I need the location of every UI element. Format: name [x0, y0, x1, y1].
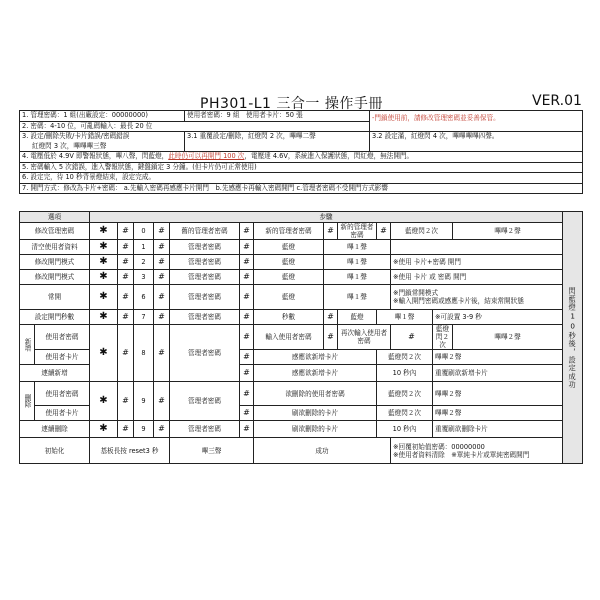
step-cell: 藍燈閃２次	[377, 406, 433, 421]
hash-key: #	[240, 350, 254, 365]
column-header-step: 步驟	[90, 212, 563, 223]
star-key: ✱	[90, 270, 118, 285]
step-cell: 藍燈	[254, 240, 324, 255]
star-key: ✱	[90, 421, 118, 438]
hash-key: #	[240, 421, 254, 438]
step-cell: 管理者密碼	[170, 255, 240, 270]
step-cell: 管理者密碼	[170, 421, 240, 438]
step-cell: 嗶１聲	[324, 285, 391, 310]
info-row	[20, 111, 583, 122]
note-cell: ※可設置 3-9 秒	[433, 310, 563, 325]
step-cell: 嗶１聲	[324, 270, 391, 285]
warning-note: -門鎖使用前，請修改管理密碼並妥善保管。	[370, 111, 583, 132]
row-label: 連續刪除	[20, 421, 90, 438]
hash-key: #	[240, 310, 254, 325]
step-cell: 管理者密碼	[170, 285, 240, 310]
note-line: ※輸入開門密碼或感應卡片後，結束常開狀態	[393, 297, 524, 305]
step-cell: 感應欲新增卡片	[254, 350, 377, 365]
note-line: ※門鎖常開模式	[393, 289, 439, 297]
row-label: 連續新增	[20, 365, 90, 382]
digit-key: 7	[134, 310, 154, 325]
highlight-text: 此時仍可以再開門 100 次	[168, 152, 245, 160]
info-cell: 2. 密碼：4-10 位，可亂碼輸入：最長 20 位	[20, 121, 370, 132]
hash-key: #	[391, 325, 433, 350]
star-key: ✱	[90, 285, 118, 310]
step-cell: 10 秒內	[377, 365, 433, 382]
info-row	[20, 162, 583, 173]
info-line: 3. 設定/刪除失敗/卡片錯誤/密碼錯誤	[22, 132, 130, 140]
step-cell: 嗶嗶２聲	[433, 382, 563, 406]
table-row	[20, 240, 583, 255]
group-label-text: 刪除	[23, 394, 31, 408]
digit-key: 8	[134, 325, 154, 382]
operation-table	[19, 211, 583, 464]
info-row	[20, 132, 583, 152]
note-cell	[391, 285, 563, 310]
step-cell: 基板長按 reset3 秒	[90, 438, 170, 464]
manual-title: PH301-L1 三合一 操作手冊	[200, 96, 383, 112]
info-cell: 6. 設定完，待 10 秒背景燈結束，設定完成。	[20, 173, 583, 184]
row-label: 修改管理密碼	[20, 223, 90, 240]
table-row	[20, 421, 583, 438]
digit-key: 3	[134, 270, 154, 285]
info-cell	[20, 132, 185, 152]
hash-key: #	[377, 223, 391, 240]
hash-key: #	[154, 255, 170, 270]
row-label: 初始化	[20, 438, 90, 464]
row-label: 修改開門模式	[20, 270, 90, 285]
note-line: ※回覆初始值密碼：00000000	[393, 442, 485, 451]
hash-key: #	[240, 382, 254, 406]
step-cell: 成功	[254, 438, 391, 464]
step-cell	[391, 240, 563, 255]
step-cell: 管理者密碼	[170, 270, 240, 285]
step-cell: 管理者密碼	[170, 382, 240, 421]
digit-key: 9	[134, 421, 154, 438]
row-label: 修改開門模式	[20, 255, 90, 270]
step-cell: 嗶三聲	[170, 438, 254, 464]
step-cell: 藍燈	[338, 310, 377, 325]
step-cell: 嗶嗶２聲	[433, 406, 563, 421]
info-cell: 5. 密碼輸入 5 次錯誤，進入警報狀態，鍵盤鎖定 3 分鐘。(但卡片仍可正常使用)	[20, 162, 583, 173]
hash-key: #	[118, 325, 134, 382]
step-cell: 管理者密碼	[170, 310, 240, 325]
info-cell: 1. 管理密碼：1 組(出廠設定：00000000)	[20, 111, 185, 122]
row-label: 使用者卡片	[35, 406, 90, 421]
step-cell: 10 秒內	[377, 421, 433, 438]
info-cell: 3.2 設定滿，紅燈閃 4 次，嗶嗶嗶嗶四聲。	[370, 132, 583, 152]
step-cell: 再次輸入使用者密碼	[338, 325, 391, 350]
row-label: 使用者卡片	[35, 350, 90, 365]
side-note	[563, 212, 583, 464]
step-cell: 秒數	[254, 310, 324, 325]
side-note-text: 閃藍燈10秒後，設定成功	[568, 286, 578, 389]
hash-key: #	[324, 310, 338, 325]
step-cell: 嗶嗶２聲	[453, 223, 563, 240]
table-row	[20, 438, 583, 464]
step-cell: 管理者密碼	[170, 240, 240, 255]
hash-key: #	[154, 310, 170, 325]
step-cell: 藍燈	[254, 270, 324, 285]
digit-key: 6	[134, 285, 154, 310]
step-cell: 嗶１聲	[377, 310, 433, 325]
note-cell	[391, 438, 563, 464]
hash-key: #	[240, 325, 254, 350]
hash-key: #	[154, 382, 170, 421]
step-cell: 藍燈	[254, 255, 324, 270]
hash-key: #	[240, 406, 254, 421]
step-cell: 刷欲刪除的卡片	[254, 406, 377, 421]
info-row	[20, 152, 583, 163]
step-cell: 欲刪除的使用者密碼	[254, 382, 377, 406]
table-header-row	[20, 212, 583, 223]
group-label-text: 新增	[23, 337, 31, 352]
step-cell: 刷欲刪除的卡片	[254, 421, 377, 438]
info-table	[19, 110, 583, 194]
step-cell: 新的管理者密碼	[338, 223, 377, 240]
info-cell: 使用者密碼：9 組 使用者卡片：50 張	[185, 111, 370, 122]
info-cell: 7. 開門方式：修改為卡片+密碼： a.先輸入密碼再感應卡片開門 b.先感應卡再輸入密碼開門 c.管理者密碼不受開門方式影響	[20, 183, 583, 194]
hash-key: #	[118, 270, 134, 285]
row-label: 設定開門秒數	[20, 310, 90, 325]
hash-key: #	[240, 285, 254, 310]
step-cell: 管理者密碼	[170, 325, 240, 382]
hash-key: #	[324, 325, 338, 350]
star-key: ✱	[90, 240, 118, 255]
info-cell	[20, 152, 583, 163]
group-label	[20, 382, 35, 421]
table-row	[20, 223, 583, 240]
hash-key: #	[240, 240, 254, 255]
info-row	[20, 183, 583, 194]
group-label	[20, 325, 35, 365]
step-cell: 感應欲新增卡片	[254, 365, 377, 382]
column-header-item: 選項	[20, 212, 90, 223]
step-cell: 嗶嗶２聲	[453, 325, 563, 350]
hash-key: #	[118, 223, 134, 240]
note-cell: ※使用 卡片 或 密碼 開門	[391, 270, 563, 285]
row-label: 使用者密碼	[35, 382, 90, 406]
hash-key: #	[118, 382, 134, 421]
digit-key: 0	[134, 223, 154, 240]
hash-key: #	[240, 223, 254, 240]
star-key: ✱	[90, 382, 118, 421]
info-text: 4. 電壓低於 4.9V 即警報狀態，嗶八聲，閃藍燈，	[22, 152, 169, 160]
hash-key: #	[154, 325, 170, 382]
step-cell: 嗶１聲	[324, 255, 391, 270]
digit-key: 9	[134, 382, 154, 421]
info-cell: 3.1 重覆設定/刪除，紅燈閃 2 次，嗶嗶二聲	[185, 132, 370, 152]
hash-key: #	[154, 223, 170, 240]
digit-key: 1	[134, 240, 154, 255]
star-key: ✱	[90, 310, 118, 325]
info-row	[20, 173, 583, 184]
step-cell: 舊的管理者密碼	[170, 223, 240, 240]
table-row	[20, 382, 583, 406]
digit-key: 2	[134, 255, 154, 270]
row-label: 清空使用者資料	[20, 240, 90, 255]
step-cell: 輸入使用者密碼	[254, 325, 324, 350]
step-cell: 藍燈閃２次	[377, 382, 433, 406]
hash-key: #	[154, 421, 170, 438]
note-line: ※使用者資料清除 ※單純卡片或單純密碼開門	[393, 450, 530, 459]
table-row	[20, 255, 583, 270]
step-cell: 藍燈閃２次	[433, 325, 453, 350]
hash-key: #	[154, 285, 170, 310]
row-label: 常開	[20, 285, 90, 310]
step-cell: 藍燈閃２次	[391, 223, 453, 240]
step-cell: 嗶１聲	[324, 240, 391, 255]
note-cell: ※使用 卡片+密碼 開門	[391, 255, 563, 270]
hash-key: #	[118, 310, 134, 325]
table-row	[20, 310, 583, 325]
hash-key: #	[118, 421, 134, 438]
step-cell: 重覆刷欲新增卡片	[433, 365, 563, 382]
table-row	[20, 270, 583, 285]
step-cell: 嗶嗶２聲	[433, 350, 563, 365]
hash-key: #	[118, 255, 134, 270]
step-cell: 藍燈閃２次	[377, 350, 433, 365]
hash-key: #	[154, 270, 170, 285]
info-text: ，電壓達 4.6V，系統進入保護狀態，閃紅燈，無法開門。	[244, 152, 414, 160]
manual-header	[0, 93, 600, 111]
hash-key: #	[154, 240, 170, 255]
table-row	[20, 285, 583, 310]
star-key: ✱	[90, 325, 118, 382]
row-label: 使用者密碼	[35, 325, 90, 350]
table-row	[20, 325, 583, 350]
hash-key: #	[240, 255, 254, 270]
info-line: 紅燈閃 3 次，嗶嗶嗶三聲	[32, 141, 107, 150]
hash-key: #	[118, 240, 134, 255]
star-key: ✱	[90, 223, 118, 240]
hash-key: #	[324, 223, 338, 240]
hash-key: #	[118, 285, 134, 310]
hash-key: #	[240, 365, 254, 382]
hash-key: #	[240, 270, 254, 285]
version-label: VER.01	[532, 93, 582, 109]
step-cell: 藍燈	[254, 285, 324, 310]
step-cell: 重覆刷欲刪除卡片	[433, 421, 563, 438]
step-cell: 新的管理者密碼	[254, 223, 324, 240]
star-key: ✱	[90, 255, 118, 270]
